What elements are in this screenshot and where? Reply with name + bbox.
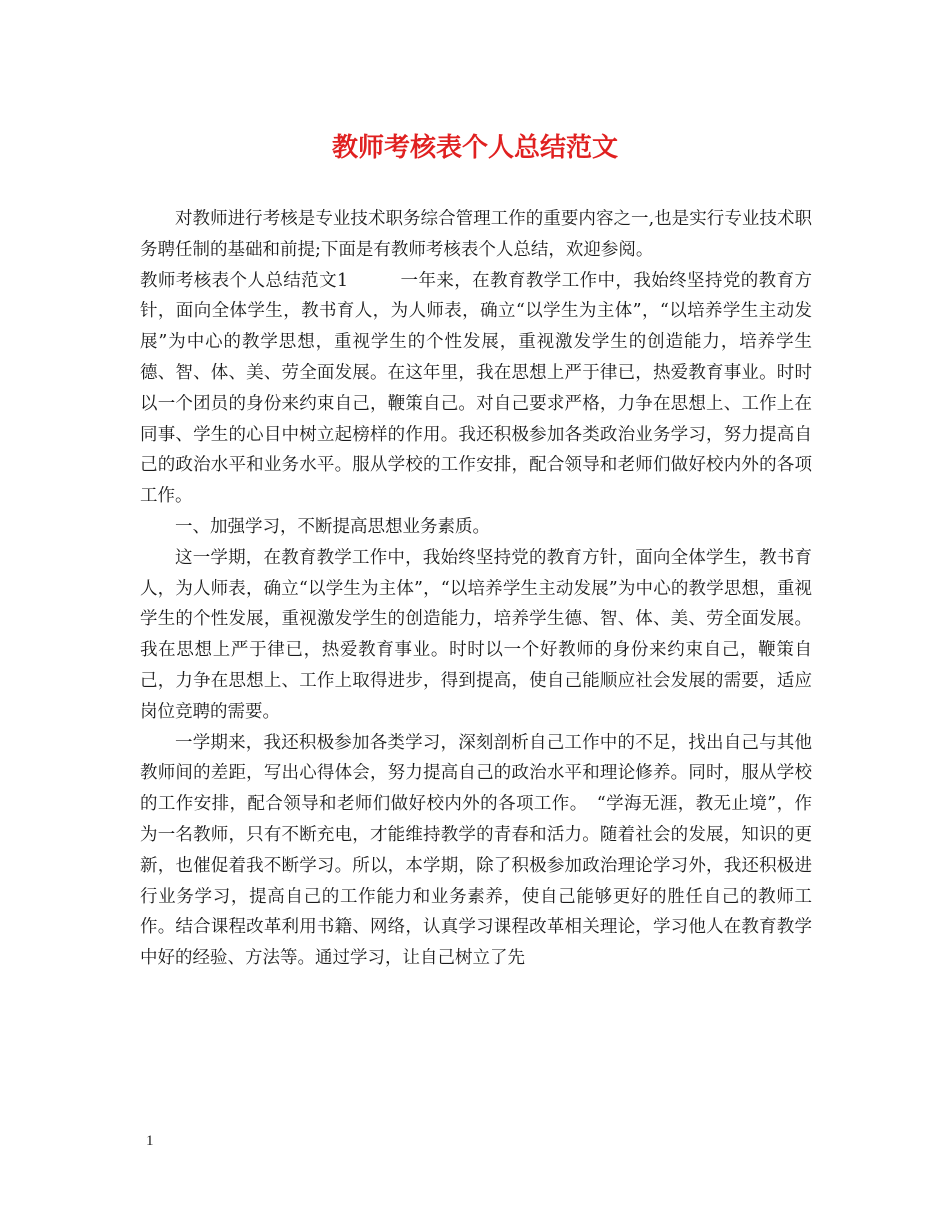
section-label: 教师考核表个人总结范文1: [140, 270, 349, 291]
paragraph-2: 这一学期，在教育教学工作中，我始终坚持党的教育方针，面向全体学生，教书育人，为人师表，确立“以学生为主体”，“以培养学生主动发展”为中心的教学思想，重视学生的个性发展，重视激发学生的创造能力，培养学生德、智、体、美、劳全面发展。我在思想上严于律已，热爱教育事业。时时以一个好教师的身份来约束自己，鞭策自己，力争在思想上、工作上取得进步，得到提高，使自己能顺应社会发展的需要，适应岗位竞聘的需要。: [140, 547, 812, 722]
document-body: [140, 204, 812, 974]
section-lead-text: 一年来，在教育教学工作中，我始终坚持党的教育方针，面向全体学生，教书育人，为人师表，确立“以学生为主体”，“以培养学生主动发展”为中心的教学思想，重视学生的个性发展，重视激发学生的创造能力，培养学生德、智、体、美、劳全面发展。在这年里，我在思想上严于律已，热爱教育事业。时时以一个团员的身份来约束自己，鞭策自己。对自己要求严格，力争在思想上、工作上在同事、学生的心目中树立起榜样的作用。我还积极参加各类政治业务学习，努力提高自己的政治水平和业务水平。服从学校的工作安排，配合领导和老师们做好校内外的各项工作。: [140, 270, 812, 507]
document-title: 教师考核表个人总结范文: [331, 133, 618, 163]
intro-paragraph: 对教师进行考核是专业技术职务综合管理工作的重要内容之一,也是实行专业技术职务聘任制的基础和前提;下面是有教师考核表个人总结，欢迎参阅。: [140, 209, 812, 260]
section-heading-1: 一、加强学习，不断提高思想业务素质。: [175, 516, 490, 537]
page-number: 1: [146, 1133, 154, 1149]
section-paragraph: [140, 266, 812, 512]
paragraph-3: 一学期来，我还积极参加各类学习，深刻剖析自己工作中的不足，找出自己与其他教师间的差距，写出心得体会，努力提高自己的政治水平和理论修养。同时，服从学校的工作安排，配合领导和老师们做好校内外的各项工作。 “学海无涯，教无止境”，作为一名教师，只有不断充电，才能维持教学的青春和活力。随着社会的发展，知识的更新，也催促着我不断学习。所以，本学期，除了积极参加政治理论学习外，我还积极进行业务学习，提高自己的工作能力和业务素养，使自己能够更好的胜任自己的教师工作。结合课程改革利用书籍、网络，认真学习课程改革相关理论，学习他人在教育教学中好的经验、方法等。通过学习，让自己树立了先: [140, 732, 812, 969]
